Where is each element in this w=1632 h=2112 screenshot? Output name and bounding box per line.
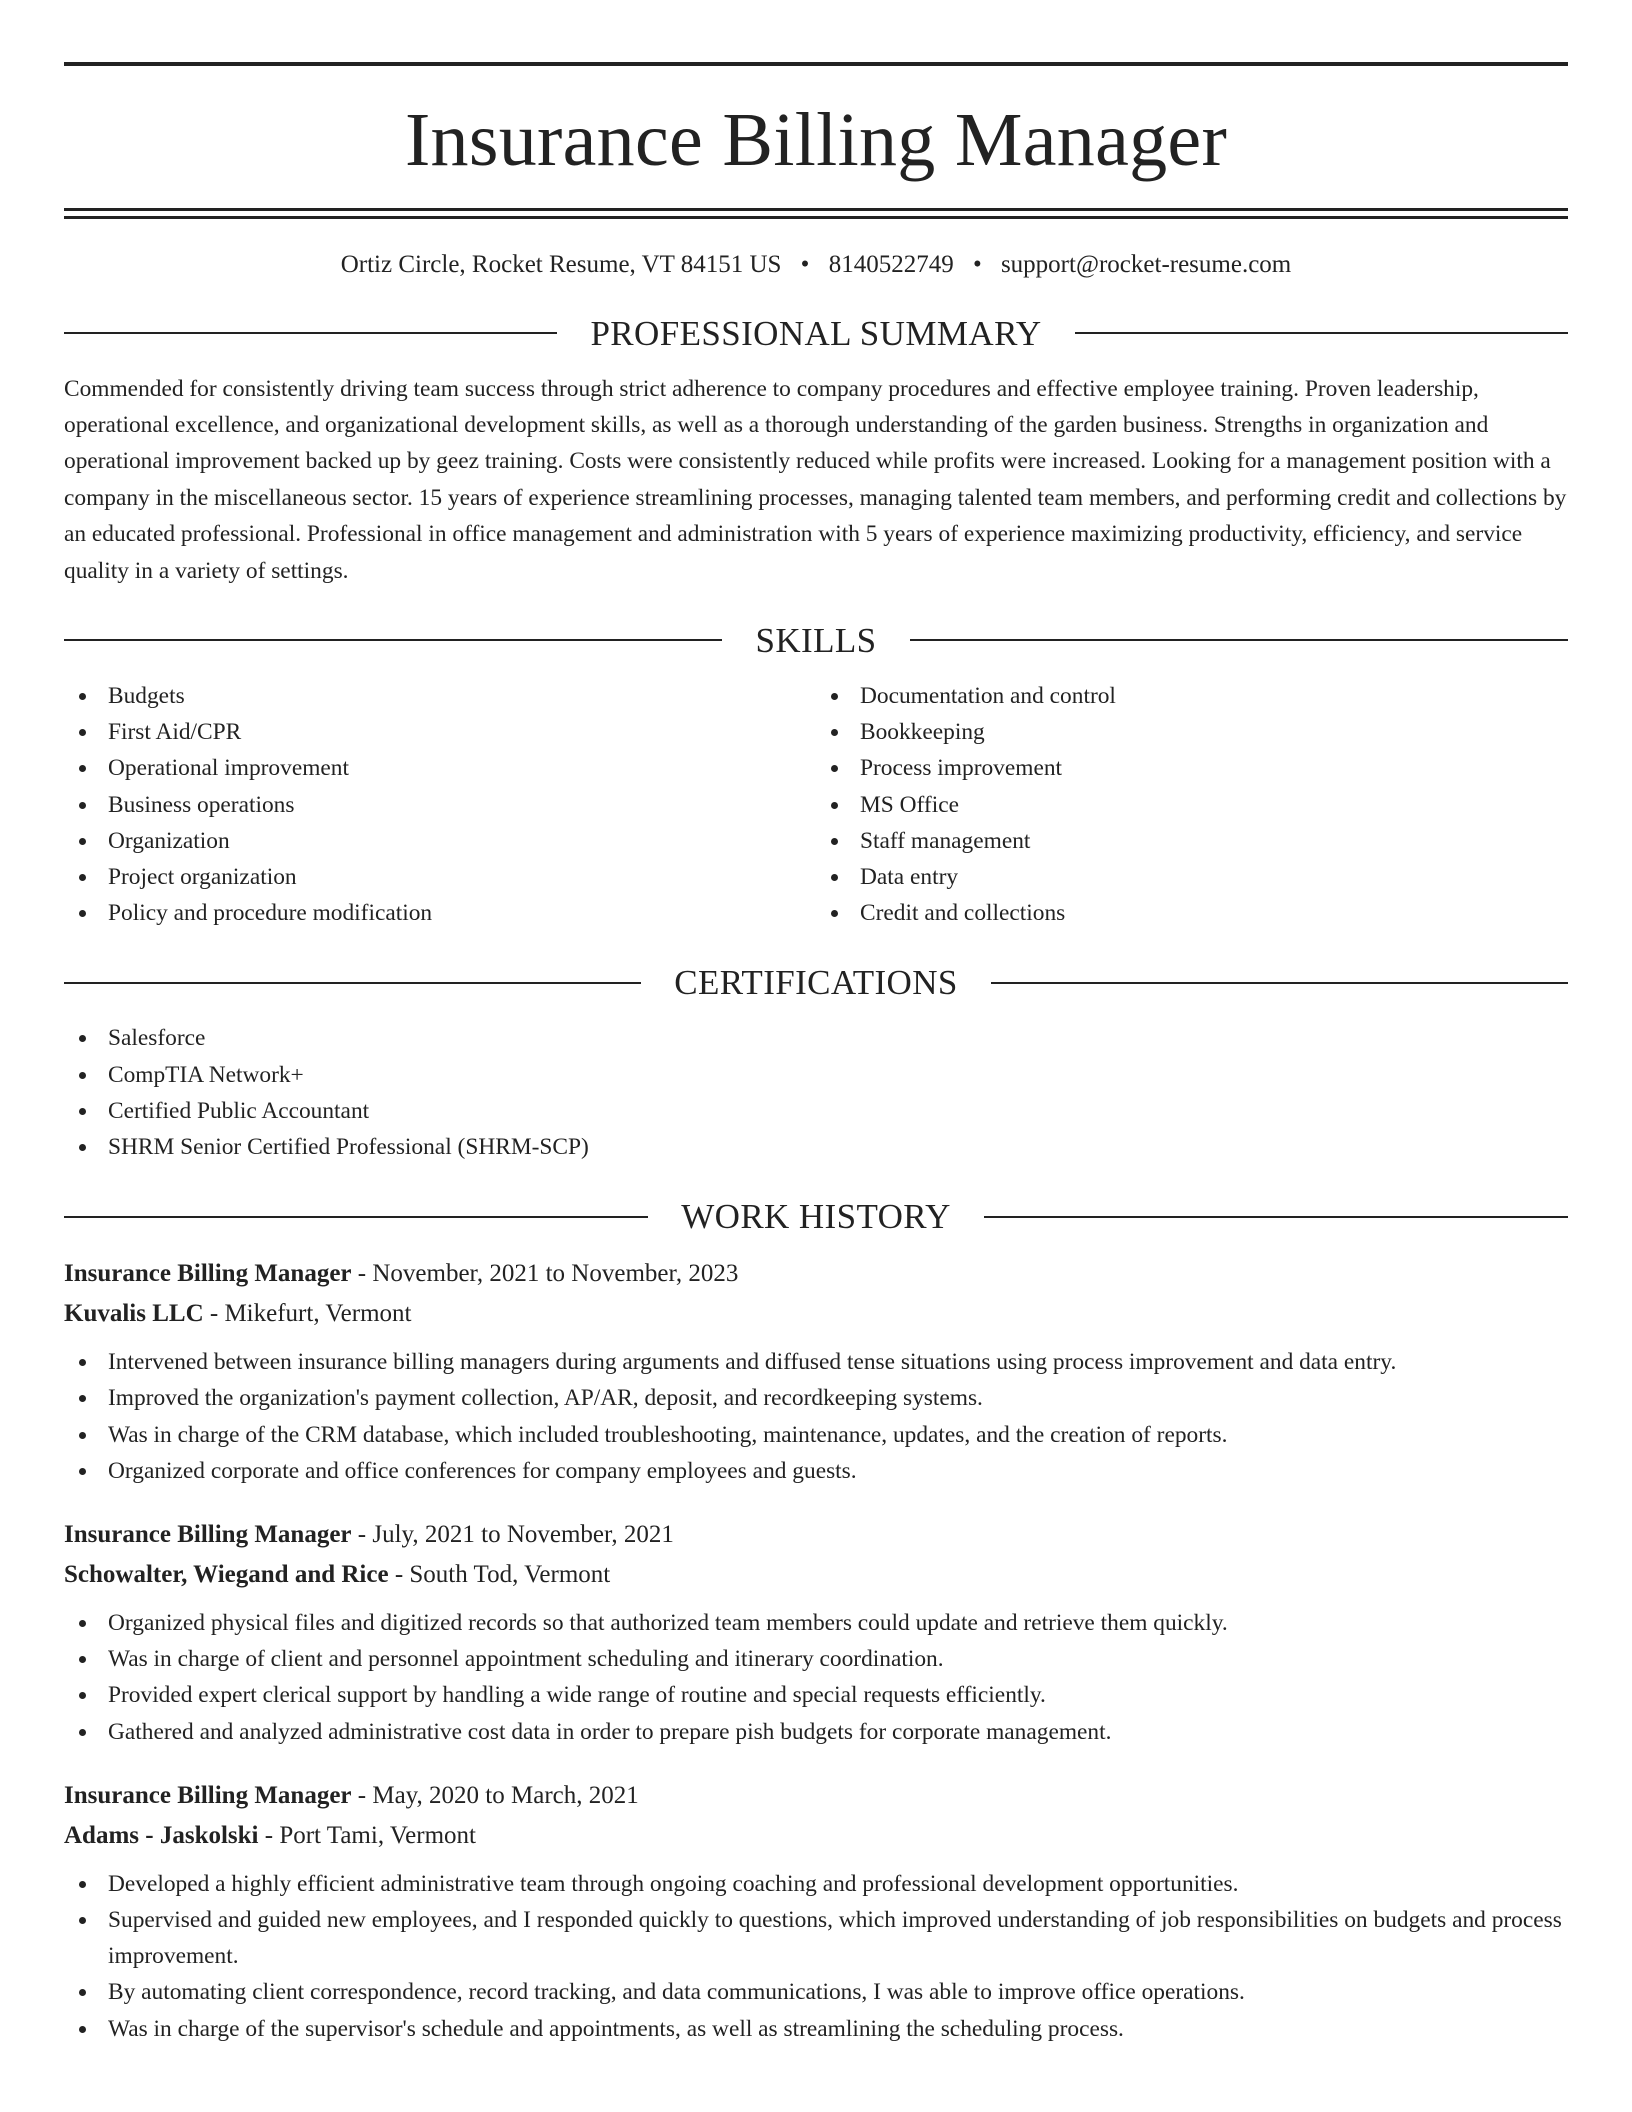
skill-label: Project organization bbox=[108, 863, 297, 890]
work-history-heading-label: WORK HISTORY bbox=[681, 1197, 951, 1237]
job-bullet-text: Improved the organization's payment collection, AP/AR, deposit, and recordkeeping systems. bbox=[108, 1385, 983, 1412]
skill-label: Business operations bbox=[108, 791, 295, 818]
certification-label: Salesforce bbox=[108, 1025, 206, 1052]
skill-label: Credit and collections bbox=[860, 900, 1066, 927]
job-bullet bbox=[64, 1453, 1568, 1489]
bullet-icon bbox=[79, 1881, 86, 1888]
bullet-icon bbox=[79, 1395, 86, 1402]
bullet-icon bbox=[79, 765, 86, 772]
job-location: Port Tami, Vermont bbox=[279, 1821, 476, 1849]
job-dates: July, 2021 to November, 2021 bbox=[372, 1520, 674, 1548]
heading-rule-right bbox=[1075, 332, 1568, 334]
skill-item bbox=[64, 787, 816, 823]
contact-address: Ortiz Circle, Rocket Resume, VT 84151 US bbox=[340, 251, 782, 278]
job-bullets bbox=[64, 1344, 1568, 1489]
job-bullet bbox=[64, 1641, 1568, 1677]
skill-item bbox=[64, 823, 816, 859]
heading-rule-left bbox=[64, 1216, 648, 1218]
bullet-icon bbox=[831, 838, 838, 845]
skill-item bbox=[64, 678, 816, 714]
summary-heading-label: PROFESSIONAL SUMMARY bbox=[590, 313, 1042, 353]
bullet-icon bbox=[79, 1656, 86, 1663]
job-bullet-text: By automating client correspondence, record tracking, and data communications, I was able to improve office operations. bbox=[108, 1979, 1245, 2006]
bullet-icon bbox=[79, 729, 86, 736]
skill-item bbox=[816, 823, 1568, 859]
skill-item bbox=[816, 750, 1568, 786]
top-rule bbox=[64, 62, 1568, 66]
certifications-list bbox=[64, 1020, 1568, 1165]
job-bullet bbox=[64, 1417, 1568, 1453]
certification-label: SHRM Senior Certified Professional (SHRM-SCP) bbox=[108, 1133, 589, 1160]
skill-item bbox=[816, 787, 1568, 823]
bullet-icon bbox=[79, 1729, 86, 1736]
skills-heading bbox=[64, 620, 1568, 660]
job-bullet-text: Organized corporate and office conferences for company employees and guests. bbox=[108, 1457, 857, 1484]
skill-item bbox=[64, 895, 816, 931]
skill-item bbox=[816, 678, 1568, 714]
job-title: Insurance Billing Manager bbox=[64, 1520, 352, 1548]
skill-item bbox=[64, 714, 816, 750]
heading-rule-right bbox=[910, 639, 1568, 641]
job-location: Mikefurt, Vermont bbox=[224, 1300, 412, 1328]
certification-label: CompTIA Network+ bbox=[108, 1061, 304, 1088]
job-location: South Tod, Vermont bbox=[409, 1560, 611, 1588]
skill-label: Staff management bbox=[860, 827, 1031, 854]
certifications-heading-label: CERTIFICATIONS bbox=[674, 963, 958, 1003]
contact-phone[interactable]: 8140522749 bbox=[828, 251, 954, 278]
certifications-heading bbox=[64, 963, 1568, 1003]
job-company-line: Adams - Jaskolski - Port Tami, Vermont bbox=[64, 1821, 476, 1849]
job-company-line: Kuvalis LLC - Mikefurt, Vermont bbox=[64, 1300, 412, 1328]
bullet-icon bbox=[831, 765, 838, 772]
certification-item bbox=[64, 1020, 1568, 1056]
skill-item bbox=[816, 714, 1568, 750]
contact-line bbox=[64, 249, 1568, 282]
job-bullet-text: Was in charge of client and personnel appointment scheduling and itinerary coordination. bbox=[108, 1646, 944, 1673]
job-entry bbox=[64, 1776, 1568, 2047]
skill-label: First Aid/CPR bbox=[108, 719, 242, 746]
job-company: Adams - Jaskolski bbox=[64, 1821, 259, 1849]
skill-label: Operational improvement bbox=[108, 755, 349, 782]
bullet-icon bbox=[79, 910, 86, 917]
bullet-icon bbox=[79, 1692, 86, 1699]
job-dates: November, 2021 to November, 2023 bbox=[372, 1260, 739, 1288]
job-bullet-text: Supervised and guided new employees, and I responded quickly to questions, which improved understanding of job responsibilities on budgets and process improvement. bbox=[108, 1907, 1562, 1970]
skill-label: Organization bbox=[108, 827, 230, 854]
bullet-icon bbox=[79, 2026, 86, 2033]
job-bullet-text: Intervened between insurance billing managers during arguments and diffused tense situations using process improvement and data entry. bbox=[108, 1349, 1397, 1376]
job-bullet bbox=[64, 2011, 1568, 2047]
skill-label: Budgets bbox=[108, 682, 185, 709]
skill-label: Bookkeeping bbox=[860, 719, 985, 746]
skill-item bbox=[816, 895, 1568, 931]
bullet-icon bbox=[79, 1989, 86, 1996]
job-bullet bbox=[64, 1714, 1568, 1750]
bullet-icon bbox=[831, 874, 838, 881]
bullet-icon bbox=[79, 1035, 86, 1042]
certification-item bbox=[64, 1129, 1568, 1165]
skill-label: Data entry bbox=[860, 863, 959, 890]
job-entry bbox=[64, 1515, 1568, 1750]
bullet-icon bbox=[79, 1468, 86, 1475]
certification-item bbox=[64, 1057, 1568, 1093]
job-bullet bbox=[64, 1605, 1568, 1641]
bullet-icon bbox=[79, 802, 86, 809]
job-company-line: Schowalter, Wiegand and Rice - South Tod, Vermont bbox=[64, 1560, 611, 1588]
skill-label: Process improvement bbox=[860, 755, 1063, 782]
bullet-icon bbox=[79, 1620, 86, 1627]
job-bullet-text: Gathered and analyzed administrative cost data in order to prepare pish budgets for corporate management. bbox=[108, 1718, 1112, 1745]
job-bullet bbox=[64, 1902, 1568, 1974]
job-bullet-text: Was in charge of the supervisor's schedule and appointments, as well as streamlining the scheduling process. bbox=[108, 2015, 1124, 2042]
skill-item bbox=[64, 859, 816, 895]
skills-column-right bbox=[816, 678, 1568, 931]
job-bullet-text: Developed a highly efficient administrative team through ongoing coaching and professional development opportunities. bbox=[108, 1870, 1239, 1897]
summary-heading bbox=[64, 313, 1568, 353]
heading-rule-left bbox=[64, 982, 641, 984]
skills-grid bbox=[64, 678, 1568, 931]
resume-title: Insurance Billing Manager bbox=[404, 98, 1228, 182]
job-bullets bbox=[64, 1605, 1568, 1750]
bullet-icon bbox=[79, 1359, 86, 1366]
job-bullet bbox=[64, 1677, 1568, 1713]
skill-item bbox=[816, 859, 1568, 895]
skill-label: Policy and procedure modification bbox=[108, 900, 433, 927]
job-company: Schowalter, Wiegand and Rice bbox=[64, 1560, 389, 1588]
bullet-icon bbox=[79, 1917, 86, 1924]
job-bullet bbox=[64, 1866, 1568, 1902]
job-bullet-text: Organized physical files and digitized records so that authorized team members could update and retrieve them quickly. bbox=[108, 1609, 1228, 1636]
job-bullet bbox=[64, 1380, 1568, 1416]
job-bullets bbox=[64, 1866, 1568, 2047]
job-title: Insurance Billing Manager bbox=[64, 1781, 352, 1809]
bullet-icon bbox=[79, 1108, 86, 1115]
bullet-icon bbox=[79, 1072, 86, 1079]
job-title-line: Insurance Billing Manager - May, 2020 to March, 2021 bbox=[64, 1781, 639, 1809]
work-history-heading bbox=[64, 1197, 1568, 1237]
job-dates: May, 2020 to March, 2021 bbox=[372, 1781, 639, 1809]
skill-item bbox=[64, 750, 816, 786]
certification-item bbox=[64, 1093, 1568, 1129]
heading-rule-right bbox=[984, 1216, 1568, 1218]
bullet-icon bbox=[831, 693, 838, 700]
bullet-icon bbox=[79, 838, 86, 845]
bullet-icon bbox=[79, 874, 86, 881]
contact-separator: • bbox=[800, 251, 810, 278]
bullet-icon bbox=[79, 1144, 86, 1151]
contact-email[interactable]: support@rocket-resume.com bbox=[1000, 251, 1292, 278]
summary-text: Commended for consistently driving team success through strict adherence to company procedures and effective employee training. Proven leadership, operational excellence, and organizational development skills, as well as a thorough understanding of the garden business. Strengths in organization and operational improvement backed up by geez training. Costs were consistently reduced while profits were increased. Looking for a management position with a company in the miscellaneous sector. 15 years of experience streamlining processes, managing talented team members, and performing credit and collections by an educated professional. Professional in office management and administration with 5 years of experience maximizing productivity, efficiency, and service quality in a variety of settings. bbox=[64, 375, 1567, 584]
job-bullet bbox=[64, 1974, 1568, 2010]
heading-rule-left bbox=[64, 332, 557, 334]
certification-label: Certified Public Accountant bbox=[108, 1097, 370, 1124]
job-company: Kuvalis LLC bbox=[64, 1300, 204, 1328]
bullet-icon bbox=[831, 802, 838, 809]
heading-rule-left bbox=[64, 639, 722, 641]
job-bullet bbox=[64, 1344, 1568, 1380]
heading-rule-right bbox=[991, 982, 1568, 984]
skills-column-left bbox=[64, 678, 816, 931]
title-double-rule bbox=[64, 208, 1568, 219]
bullet-icon bbox=[79, 693, 86, 700]
skill-label: Documentation and control bbox=[860, 682, 1116, 709]
job-bullet-text: Provided expert clerical support by handling a wide range of routine and special requests efficiently. bbox=[108, 1682, 1046, 1709]
job-title: Insurance Billing Manager bbox=[64, 1260, 352, 1288]
job-title-line: Insurance Billing Manager - July, 2021 to November, 2021 bbox=[64, 1520, 674, 1548]
bullet-icon bbox=[831, 729, 838, 736]
contact-separator: • bbox=[972, 251, 982, 278]
bullet-icon bbox=[831, 910, 838, 917]
job-entry bbox=[64, 1254, 1568, 1489]
bullet-icon bbox=[79, 1432, 86, 1439]
job-title-line: Insurance Billing Manager - November, 2021 to November, 2023 bbox=[64, 1260, 739, 1288]
job-bullet-text: Was in charge of the CRM database, which included troubleshooting, maintenance, updates, and the creation of reports. bbox=[108, 1421, 1228, 1448]
skills-heading-label: SKILLS bbox=[755, 620, 877, 660]
skill-label: MS Office bbox=[860, 791, 959, 818]
